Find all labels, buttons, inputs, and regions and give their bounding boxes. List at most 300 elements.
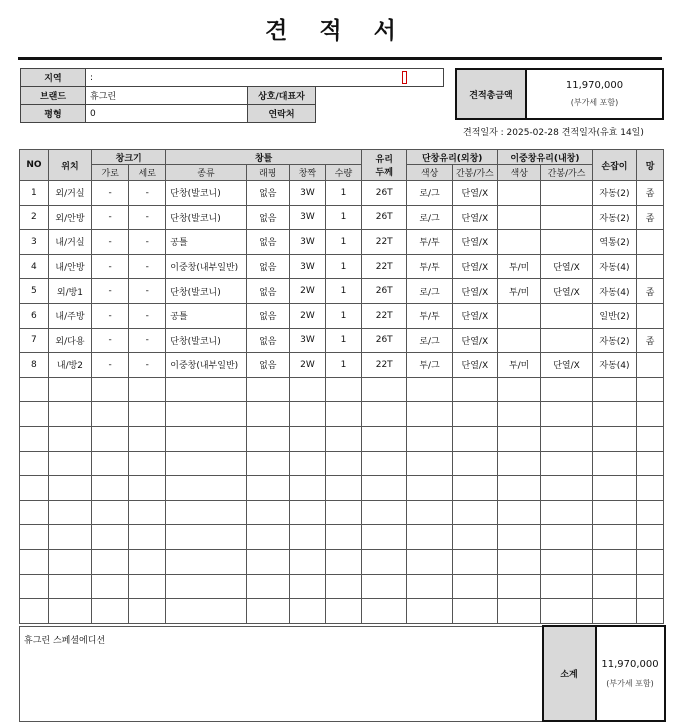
cell-screen bbox=[637, 303, 664, 328]
empty-cell bbox=[289, 402, 325, 427]
col-double-color: 색상 bbox=[498, 165, 541, 181]
empty-cell bbox=[166, 549, 246, 574]
empty-cell bbox=[452, 500, 497, 525]
empty-cell bbox=[637, 476, 664, 501]
empty-cell bbox=[362, 599, 407, 624]
col-no: NO bbox=[20, 150, 49, 181]
empty-cell bbox=[407, 451, 452, 476]
cell-handle: 일반(2) bbox=[592, 303, 636, 328]
cell-wrapping: 없음 bbox=[246, 230, 289, 255]
empty-cell bbox=[325, 451, 361, 476]
footer-table bbox=[19, 625, 666, 722]
empty-cell bbox=[541, 451, 593, 476]
cell-thickness: 22T bbox=[362, 353, 407, 378]
cell-handle: 자동(2) bbox=[592, 328, 636, 353]
cell-height: - bbox=[129, 230, 166, 255]
cell-double-spacer: 단열/X bbox=[541, 254, 593, 279]
empty-cell bbox=[92, 476, 129, 501]
empty-cell bbox=[592, 476, 636, 501]
region-value-text: : bbox=[90, 72, 94, 83]
cell-width: - bbox=[92, 279, 129, 304]
cell-thickness: 26T bbox=[362, 181, 407, 206]
empty-cell bbox=[246, 377, 289, 402]
empty-cell bbox=[362, 451, 407, 476]
empty-cell bbox=[637, 599, 664, 624]
empty-cell bbox=[592, 500, 636, 525]
empty-cell bbox=[92, 525, 129, 550]
col-single-glass: 단창유리(외창) bbox=[407, 150, 498, 165]
empty-cell bbox=[289, 377, 325, 402]
empty-cell bbox=[541, 599, 593, 624]
empty-cell bbox=[362, 426, 407, 451]
cell-height: - bbox=[129, 279, 166, 304]
total-amount: 11,970,000 bbox=[565, 80, 624, 91]
cell-double-spacer bbox=[541, 303, 593, 328]
col-qty: 수량 bbox=[325, 165, 361, 181]
cell-double-color bbox=[498, 230, 541, 255]
cell-single-spacer: 단열/X bbox=[452, 328, 497, 353]
empty-cell bbox=[592, 426, 636, 451]
brand-label: 브랜드 bbox=[21, 87, 86, 105]
empty-cell bbox=[166, 476, 246, 501]
empty-cell bbox=[325, 377, 361, 402]
empty-cell bbox=[498, 549, 541, 574]
cell-thickness: 22T bbox=[362, 230, 407, 255]
cell-width: - bbox=[92, 303, 129, 328]
empty-cell bbox=[129, 549, 166, 574]
region-value bbox=[86, 69, 444, 87]
empty-cell bbox=[592, 599, 636, 624]
total-label: 견적총금액 bbox=[456, 69, 526, 119]
empty-row bbox=[20, 402, 664, 427]
empty-cell bbox=[48, 500, 91, 525]
table-row bbox=[20, 254, 664, 279]
empty-cell bbox=[592, 377, 636, 402]
empty-cell bbox=[289, 549, 325, 574]
col-glass-thickness bbox=[362, 150, 407, 181]
cell-location: 내/안방 bbox=[48, 254, 91, 279]
empty-cell bbox=[325, 426, 361, 451]
cell-handle: 자동(2) bbox=[592, 205, 636, 230]
cell-height: - bbox=[129, 205, 166, 230]
company-value bbox=[316, 87, 444, 105]
cell-sash: 2W bbox=[289, 353, 325, 378]
cell-double-color bbox=[498, 205, 541, 230]
cell-wrapping: 없음 bbox=[246, 328, 289, 353]
empty-cell bbox=[637, 426, 664, 451]
col-handle: 손잡이 bbox=[592, 150, 636, 181]
empty-cell bbox=[129, 426, 166, 451]
empty-cell bbox=[637, 574, 664, 599]
empty-cell bbox=[92, 402, 129, 427]
cell-single-color: 투/그 bbox=[407, 353, 452, 378]
cell-single-spacer: 단열/X bbox=[452, 279, 497, 304]
cell-sash: 3W bbox=[289, 181, 325, 206]
empty-cell bbox=[48, 377, 91, 402]
empty-row bbox=[20, 574, 664, 599]
contact-label: 연락처 bbox=[248, 105, 316, 123]
empty-cell bbox=[637, 451, 664, 476]
col-kind: 종류 bbox=[166, 165, 246, 181]
empty-cell bbox=[129, 451, 166, 476]
empty-cell bbox=[452, 476, 497, 501]
col-single-color: 색상 bbox=[407, 165, 452, 181]
table-row bbox=[20, 205, 664, 230]
empty-cell bbox=[325, 476, 361, 501]
cell-double-spacer bbox=[541, 205, 593, 230]
empty-cell bbox=[20, 549, 49, 574]
empty-cell bbox=[498, 525, 541, 550]
empty-cell bbox=[362, 476, 407, 501]
cell-screen: 좀 bbox=[637, 328, 664, 353]
col-window-size: 창크기 bbox=[92, 150, 166, 165]
total-vat-note: (부가세 포함) bbox=[570, 98, 619, 107]
cell-sash: 3W bbox=[289, 328, 325, 353]
empty-cell bbox=[20, 426, 49, 451]
cell-double-color bbox=[498, 328, 541, 353]
area-value: 0 bbox=[86, 105, 248, 123]
company-label: 상호/대표자 bbox=[248, 87, 316, 105]
cell-location: 내/방2 bbox=[48, 353, 91, 378]
cell-no: 6 bbox=[20, 303, 49, 328]
empty-cell bbox=[289, 451, 325, 476]
empty-cell bbox=[637, 549, 664, 574]
quote-rows bbox=[20, 181, 664, 624]
empty-cell bbox=[407, 402, 452, 427]
empty-cell bbox=[92, 549, 129, 574]
empty-cell bbox=[48, 451, 91, 476]
cell-sash: 3W bbox=[289, 230, 325, 255]
col-width: 가로 bbox=[92, 165, 129, 181]
empty-cell bbox=[289, 599, 325, 624]
col-height: 세로 bbox=[129, 165, 166, 181]
table-row bbox=[20, 181, 664, 206]
empty-cell bbox=[92, 377, 129, 402]
cell-double-color: 투/미 bbox=[498, 254, 541, 279]
subtotal-value bbox=[596, 626, 665, 721]
empty-cell bbox=[325, 500, 361, 525]
empty-cell bbox=[637, 402, 664, 427]
cell-width: - bbox=[92, 254, 129, 279]
col-wrapping: 래핑 bbox=[246, 165, 289, 181]
empty-cell bbox=[92, 599, 129, 624]
cell-kind: 단창(발코니) bbox=[166, 181, 246, 206]
cell-wrapping: 없음 bbox=[246, 254, 289, 279]
table-row bbox=[20, 230, 664, 255]
cell-single-color: 투/투 bbox=[407, 254, 452, 279]
empty-cell bbox=[48, 476, 91, 501]
empty-row bbox=[20, 451, 664, 476]
empty-cell bbox=[592, 574, 636, 599]
empty-cell bbox=[166, 451, 246, 476]
empty-cell bbox=[541, 525, 593, 550]
empty-cell bbox=[48, 599, 91, 624]
cell-width: - bbox=[92, 328, 129, 353]
cell-double-color: 투/미 bbox=[498, 279, 541, 304]
cell-location: 외/다용 bbox=[48, 328, 91, 353]
cell-double-color bbox=[498, 303, 541, 328]
empty-cell bbox=[166, 377, 246, 402]
col-location: 위치 bbox=[48, 150, 91, 181]
cell-no: 1 bbox=[20, 181, 49, 206]
cell-location: 내/거실 bbox=[48, 230, 91, 255]
cell-height: - bbox=[129, 303, 166, 328]
empty-cell bbox=[246, 500, 289, 525]
empty-cell bbox=[166, 525, 246, 550]
empty-cell bbox=[246, 525, 289, 550]
empty-cell bbox=[637, 525, 664, 550]
cell-double-spacer bbox=[541, 181, 593, 206]
empty-cell bbox=[541, 377, 593, 402]
cell-wrapping: 없음 bbox=[246, 353, 289, 378]
empty-cell bbox=[452, 377, 497, 402]
cell-qty: 1 bbox=[325, 353, 361, 378]
cell-single-color: 로/그 bbox=[407, 181, 452, 206]
empty-cell bbox=[452, 426, 497, 451]
empty-cell bbox=[92, 451, 129, 476]
cell-handle: 자동(2) bbox=[592, 181, 636, 206]
empty-cell bbox=[48, 574, 91, 599]
cell-thickness: 26T bbox=[362, 328, 407, 353]
empty-cell bbox=[592, 402, 636, 427]
cell-handle: 자동(4) bbox=[592, 353, 636, 378]
empty-cell bbox=[452, 574, 497, 599]
cell-wrapping: 없음 bbox=[246, 303, 289, 328]
empty-row bbox=[20, 377, 664, 402]
empty-cell bbox=[246, 402, 289, 427]
empty-cell bbox=[48, 426, 91, 451]
empty-cell bbox=[325, 549, 361, 574]
subtotal-amount: 11,970,000 bbox=[601, 658, 659, 670]
empty-row bbox=[20, 476, 664, 501]
quote-items-table bbox=[19, 149, 664, 624]
title-divider bbox=[18, 57, 662, 60]
cell-qty: 1 bbox=[325, 230, 361, 255]
cell-qty: 1 bbox=[325, 328, 361, 353]
empty-cell bbox=[289, 525, 325, 550]
empty-cell bbox=[166, 500, 246, 525]
empty-cell bbox=[362, 549, 407, 574]
empty-cell bbox=[246, 599, 289, 624]
empty-cell bbox=[362, 500, 407, 525]
empty-cell bbox=[166, 599, 246, 624]
cell-location: 내/주방 bbox=[48, 303, 91, 328]
empty-cell bbox=[20, 377, 49, 402]
cell-wrapping: 없음 bbox=[246, 181, 289, 206]
empty-cell bbox=[407, 549, 452, 574]
empty-cell bbox=[129, 377, 166, 402]
empty-cell bbox=[498, 377, 541, 402]
cell-double-spacer bbox=[541, 328, 593, 353]
empty-cell bbox=[325, 525, 361, 550]
empty-cell bbox=[407, 599, 452, 624]
cell-single-spacer: 단열/X bbox=[452, 181, 497, 206]
empty-cell bbox=[129, 476, 166, 501]
cell-width: - bbox=[92, 205, 129, 230]
empty-cell bbox=[92, 500, 129, 525]
empty-cell bbox=[129, 500, 166, 525]
cell-screen: 좀 bbox=[637, 181, 664, 206]
area-label: 평형 bbox=[21, 105, 86, 123]
empty-cell bbox=[92, 426, 129, 451]
cell-qty: 1 bbox=[325, 254, 361, 279]
empty-cell bbox=[541, 574, 593, 599]
empty-cell bbox=[407, 574, 452, 599]
total-value bbox=[526, 69, 663, 119]
document-title: 견 적 서 bbox=[265, 18, 408, 44]
cell-kind: 단창(발코니) bbox=[166, 328, 246, 353]
empty-cell bbox=[452, 599, 497, 624]
empty-cell bbox=[498, 451, 541, 476]
empty-cell bbox=[407, 500, 452, 525]
empty-cell bbox=[362, 525, 407, 550]
empty-cell bbox=[637, 500, 664, 525]
empty-cell bbox=[498, 426, 541, 451]
cell-height: - bbox=[129, 254, 166, 279]
empty-cell bbox=[48, 402, 91, 427]
col-glass-thickness-line2: 두께 bbox=[375, 168, 393, 178]
col-double-spacer: 간봉/가스 bbox=[541, 165, 593, 181]
region-label: 지역 bbox=[21, 69, 86, 87]
empty-cell bbox=[407, 426, 452, 451]
col-glass-thickness-line1: 유리 bbox=[375, 155, 393, 165]
quote-date: 견적일자 : 2025-02-28 견적일자(유효 14일) bbox=[463, 128, 644, 138]
table-row bbox=[20, 303, 664, 328]
cell-thickness: 22T bbox=[362, 254, 407, 279]
empty-cell bbox=[246, 574, 289, 599]
cell-width: - bbox=[92, 230, 129, 255]
cell-qty: 1 bbox=[325, 279, 361, 304]
empty-cell bbox=[246, 451, 289, 476]
empty-cell bbox=[498, 402, 541, 427]
cell-no: 7 bbox=[20, 328, 49, 353]
cell-screen bbox=[637, 353, 664, 378]
cell-double-spacer: 단열/X bbox=[541, 353, 593, 378]
cell-screen: 좀 bbox=[637, 205, 664, 230]
empty-cell bbox=[498, 574, 541, 599]
cell-handle: 역통(2) bbox=[592, 230, 636, 255]
empty-cell bbox=[452, 451, 497, 476]
cell-no: 8 bbox=[20, 353, 49, 378]
empty-cell bbox=[407, 377, 452, 402]
cell-single-color: 투/투 bbox=[407, 303, 452, 328]
cell-no: 2 bbox=[20, 205, 49, 230]
redaction-mark bbox=[402, 71, 407, 84]
empty-cell bbox=[20, 402, 49, 427]
empty-row bbox=[20, 525, 664, 550]
cell-double-color: 투/미 bbox=[498, 353, 541, 378]
empty-cell bbox=[498, 500, 541, 525]
empty-cell bbox=[246, 549, 289, 574]
cell-double-spacer bbox=[541, 230, 593, 255]
empty-cell bbox=[20, 599, 49, 624]
cell-single-color: 로/그 bbox=[407, 205, 452, 230]
cell-double-spacer: 단열/X bbox=[541, 279, 593, 304]
empty-cell bbox=[541, 402, 593, 427]
empty-cell bbox=[407, 476, 452, 501]
cell-no: 5 bbox=[20, 279, 49, 304]
cell-single-color: 로/그 bbox=[407, 328, 452, 353]
empty-cell bbox=[541, 426, 593, 451]
empty-cell bbox=[92, 574, 129, 599]
empty-cell bbox=[48, 549, 91, 574]
table-row bbox=[20, 353, 664, 378]
empty-row bbox=[20, 500, 664, 525]
table-row bbox=[20, 279, 664, 304]
empty-cell bbox=[452, 525, 497, 550]
cell-sash: 3W bbox=[289, 254, 325, 279]
empty-cell bbox=[166, 574, 246, 599]
contact-value bbox=[316, 105, 444, 123]
cell-location: 외/거실 bbox=[48, 181, 91, 206]
empty-cell bbox=[20, 574, 49, 599]
empty-cell bbox=[592, 525, 636, 550]
empty-cell bbox=[541, 549, 593, 574]
empty-cell bbox=[541, 500, 593, 525]
subtotal-vat-note: (부가세 포함) bbox=[606, 678, 654, 688]
footer-note: 휴그린 스페셜에디션 bbox=[20, 626, 543, 721]
cell-thickness: 22T bbox=[362, 303, 407, 328]
empty-cell bbox=[407, 525, 452, 550]
cell-single-color: 로/그 bbox=[407, 279, 452, 304]
col-frame: 창틀 bbox=[166, 150, 362, 165]
table-row bbox=[20, 328, 664, 353]
cell-kind: 이중창(내부일반) bbox=[166, 353, 246, 378]
empty-cell bbox=[166, 402, 246, 427]
cell-location: 외/안방 bbox=[48, 205, 91, 230]
cell-single-spacer: 단열/X bbox=[452, 230, 497, 255]
empty-row bbox=[20, 426, 664, 451]
cell-screen: 좀 bbox=[637, 279, 664, 304]
empty-cell bbox=[246, 476, 289, 501]
empty-cell bbox=[541, 476, 593, 501]
empty-cell bbox=[325, 574, 361, 599]
empty-cell bbox=[592, 549, 636, 574]
cell-height: - bbox=[129, 181, 166, 206]
cell-kind: 단창(발코니) bbox=[166, 205, 246, 230]
empty-cell bbox=[498, 599, 541, 624]
empty-cell bbox=[362, 377, 407, 402]
cell-kind: 공틀 bbox=[166, 230, 246, 255]
empty-cell bbox=[592, 451, 636, 476]
cell-kind: 단창(발코니) bbox=[166, 279, 246, 304]
empty-cell bbox=[20, 476, 49, 501]
cell-sash: 3W bbox=[289, 205, 325, 230]
cell-thickness: 26T bbox=[362, 205, 407, 230]
cell-qty: 1 bbox=[325, 181, 361, 206]
col-screen: 망 bbox=[637, 150, 664, 181]
cell-sash: 2W bbox=[289, 303, 325, 328]
empty-cell bbox=[129, 599, 166, 624]
cell-single-spacer: 단열/X bbox=[452, 303, 497, 328]
cell-qty: 1 bbox=[325, 205, 361, 230]
empty-cell bbox=[289, 500, 325, 525]
empty-cell bbox=[325, 402, 361, 427]
col-single-spacer: 간봉/가스 bbox=[452, 165, 497, 181]
empty-cell bbox=[20, 500, 49, 525]
empty-cell bbox=[637, 377, 664, 402]
brand-value: 휴그린 bbox=[86, 87, 248, 105]
cell-handle: 자동(4) bbox=[592, 279, 636, 304]
cell-location: 외/방1 bbox=[48, 279, 91, 304]
customer-info-table bbox=[20, 68, 444, 123]
empty-row bbox=[20, 599, 664, 624]
empty-cell bbox=[20, 451, 49, 476]
empty-cell bbox=[129, 525, 166, 550]
empty-cell bbox=[452, 402, 497, 427]
cell-no: 4 bbox=[20, 254, 49, 279]
empty-cell bbox=[129, 402, 166, 427]
